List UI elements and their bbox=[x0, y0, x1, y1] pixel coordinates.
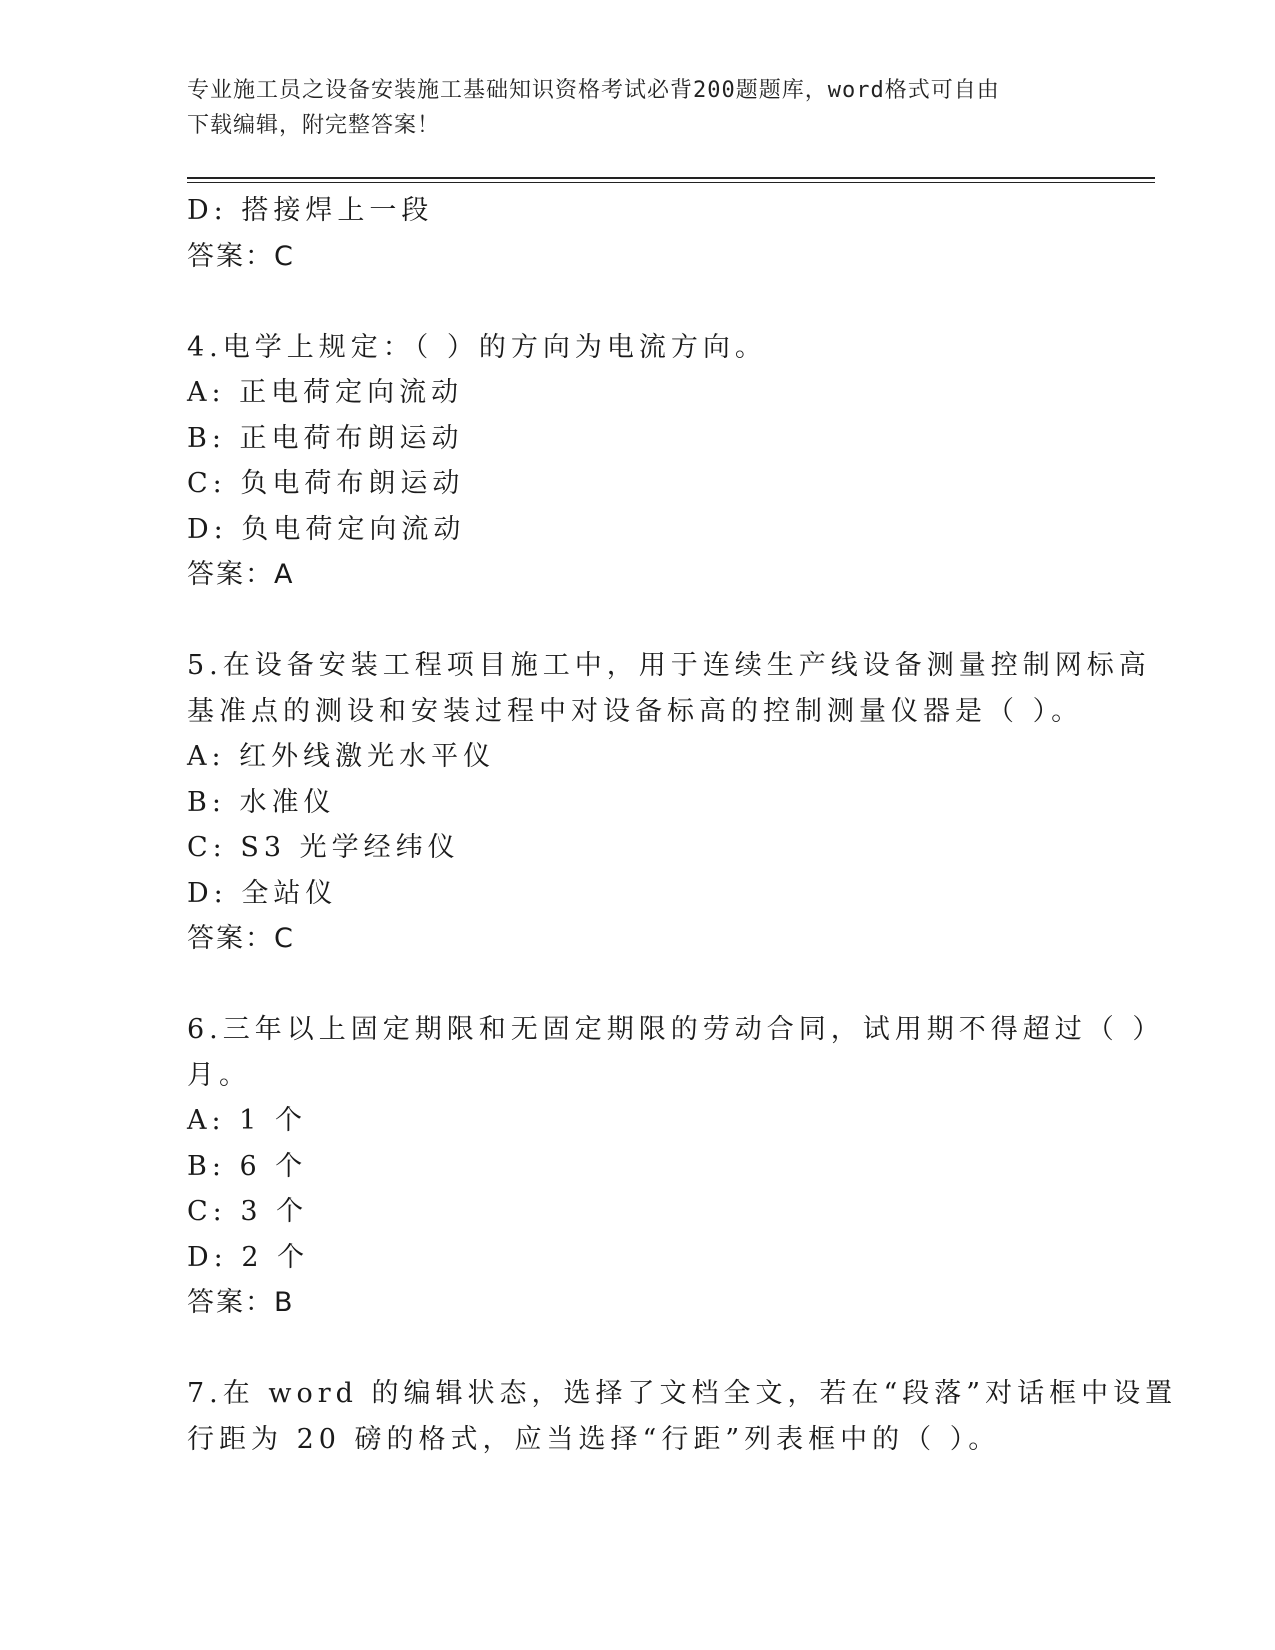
option-a: A: 正电荷定向流动 bbox=[187, 377, 464, 408]
question-5 bbox=[187, 643, 1151, 962]
answer: 答案：C bbox=[187, 240, 295, 272]
spacer bbox=[187, 279, 1087, 325]
question-text-line-2: 基准点的测设和安装过程中对设备标高的控制测量仪器是（ ）。 bbox=[187, 695, 1084, 727]
question-6 bbox=[187, 1007, 1165, 1326]
header-line-1: 专业施工员之设备安装施工基础知识资格考试必背200题题库，word格式可自由 bbox=[187, 78, 1000, 103]
question-text-line-1: 5.在设备安装工程项目施工中，用于连续生产线设备测量控制网标高 bbox=[187, 650, 1151, 681]
option-a: A: 1 个 bbox=[187, 1105, 307, 1136]
question-text-line-2: 月。 bbox=[187, 1059, 251, 1091]
option-d: D: 负电荷定向流动 bbox=[187, 513, 466, 545]
option-b: B: 6 个 bbox=[187, 1150, 308, 1182]
spacer bbox=[187, 1326, 1087, 1372]
question-3-tail bbox=[187, 188, 1087, 279]
question-4 bbox=[187, 325, 1087, 598]
spacer bbox=[187, 598, 1087, 644]
answer: 答案：A bbox=[187, 559, 295, 590]
option-d: D: 全站仪 bbox=[187, 877, 338, 909]
question-text-line-1: 6.三年以上固定期限和无固定期限的劳动合同，试用期不得超过（ ） bbox=[187, 1014, 1165, 1045]
spacer bbox=[187, 962, 1087, 1008]
option-a: A: 红外线激光水平仪 bbox=[187, 741, 496, 772]
answer: 答案：B bbox=[187, 1287, 295, 1318]
question-text-line-2: 行距为 20 磅的格式，应当选择“行距”列表框中的（ ）。 bbox=[187, 1423, 1001, 1455]
option-b: B: 正电荷布朗运动 bbox=[187, 422, 464, 454]
header-line-2: 下载编辑，附完整答案！ bbox=[187, 113, 441, 138]
answer: 答案：C bbox=[187, 923, 295, 954]
option-c: C: 3 个 bbox=[187, 1196, 309, 1227]
option-d: D: 2 个 bbox=[187, 1241, 310, 1273]
option-d: D: 搭接焊上一段 bbox=[187, 195, 434, 226]
question-text-line-1: 7.在 word 的编辑状态，选择了文档全文，若在“段落”对话框中设置 bbox=[187, 1378, 1178, 1409]
option-c: C: S3 光学经纬仪 bbox=[187, 832, 460, 863]
document-header bbox=[187, 73, 1067, 143]
question-list bbox=[187, 188, 1178, 1462]
question-text: 4.电学上规定：（ ）的方向为电流方向。 bbox=[187, 331, 767, 363]
question-7 bbox=[187, 1371, 1178, 1462]
header-rule-thin bbox=[187, 182, 1155, 183]
option-c: C: 负电荷布朗运动 bbox=[187, 468, 465, 499]
option-b: B: 水准仪 bbox=[187, 786, 336, 818]
header-rule-thick bbox=[187, 177, 1155, 179]
